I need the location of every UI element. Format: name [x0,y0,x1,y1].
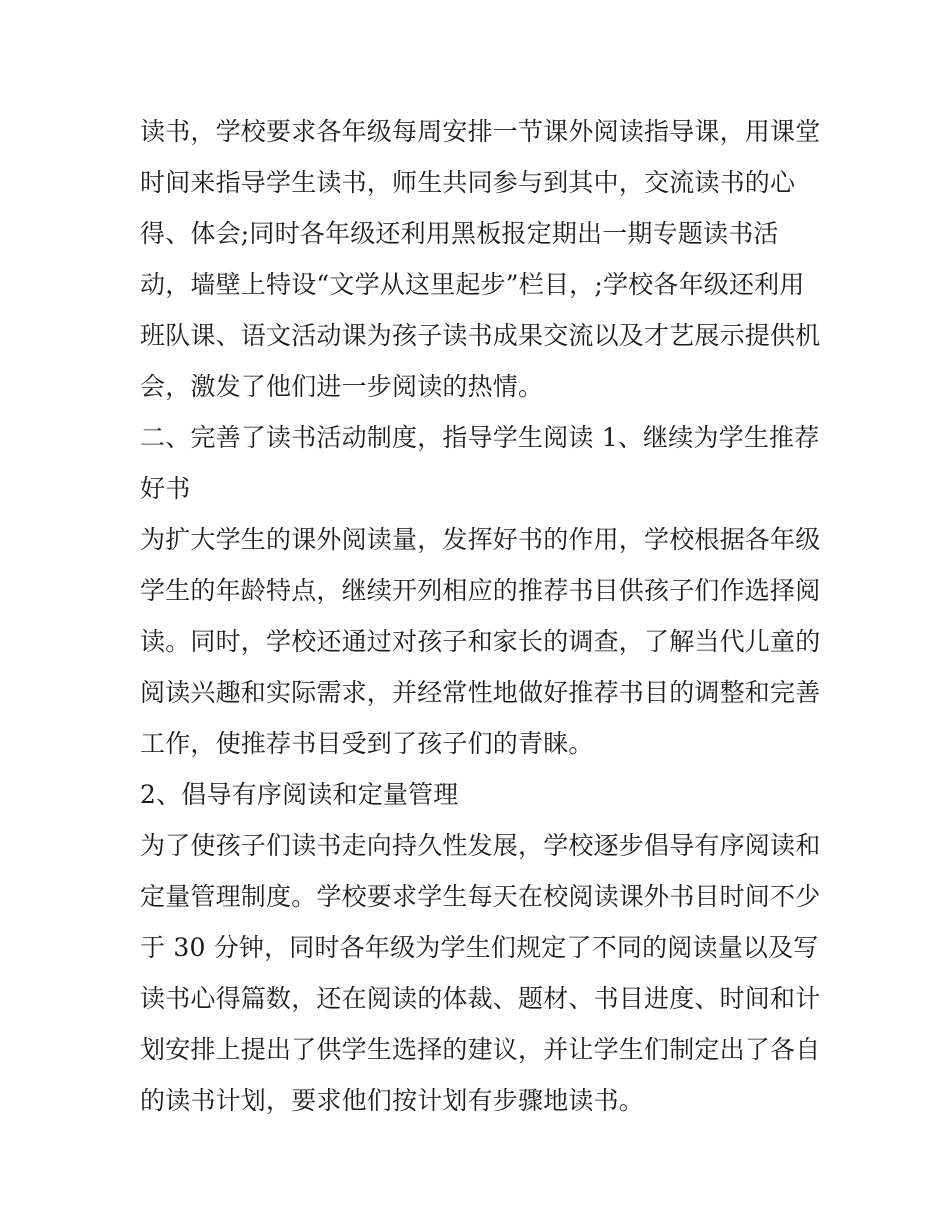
text-line: 的读书计划，要求他们按计划有步骤地读书。 [140,1086,645,1115]
text-line: 班队课、语文活动课为孩子读书成果交流以及才艺展示提供机 [140,321,821,350]
text-line: 为扩大学生的课外阅读量，发挥好书的作用，学校根据各年级 [140,525,821,554]
text-line: 读书，学校要求各年级每周安排一节课外阅读指导课，用课堂 [140,117,821,146]
subsection-heading-line: 2、倡导有序阅读和定量管理 [140,780,459,809]
text-line: 阅读兴趣和实际需求，并经常性地做好推荐书目的调整和完善 [140,678,821,707]
section-heading-line: 好书 [140,474,191,503]
text-line: 于 30 分钟，同时各年级为学生们规定了不同的阅读量以及写 [140,933,819,962]
section-heading-line: 二、完善了读书活动制度，指导学生阅读 1、继续为学生推荐 [140,423,820,452]
text-line: 动，墙壁上特设“文学从这里起步”栏目，;学校各年级还利用 [140,270,805,299]
text-line: 得、体会;同时各年级还利用黑板报定期出一期专题读书活 [140,219,779,248]
text-line: 会，激发了他们进一步阅读的热情。 [140,372,544,401]
text-line: 学生的年龄特点，继续开列相应的推荐书目供孩子们作选择阅 [140,576,821,605]
document-body [140,106,820,1126]
text-line: 读书心得篇数，还在阅读的体裁、题材、书目进度、时间和计 [140,984,821,1013]
text-line: 读。同时，学校还通过对孩子和家长的调查，了解当代儿童的 [140,627,821,656]
text-line: 划安排上提出了供学生选择的建议，并让学生们制定出了各自 [140,1035,821,1064]
text-line: 定量管理制度。学校要求学生每天在校阅读课外书目时间不少 [140,882,821,911]
text-line: 时间来指导学生读书，师生共同参与到其中，交流读书的心 [140,168,796,197]
text-line: 工作，使推荐书目受到了孩子们的青睐。 [140,729,594,758]
text-line: 为了使孩子们读书走向持久性发展，学校逐步倡导有序阅读和 [140,831,821,860]
